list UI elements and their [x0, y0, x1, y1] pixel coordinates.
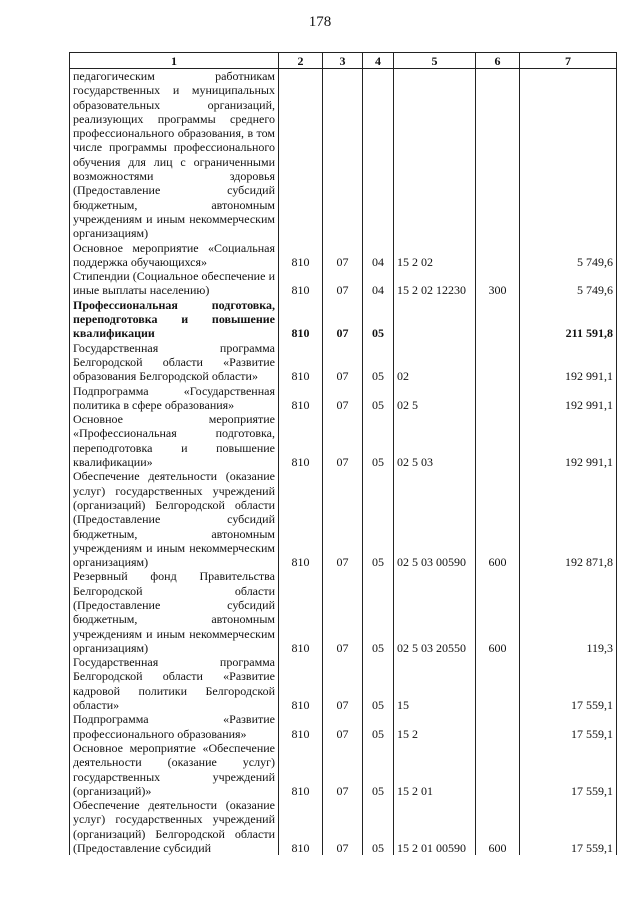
table-row — [70, 241, 617, 270]
amount: 17 559,1 — [520, 712, 617, 741]
table-row — [70, 384, 617, 413]
expense-type-code — [476, 712, 520, 741]
target-article-code — [394, 298, 476, 341]
row-name: Основное мероприятие «Профессиональная подготовка, переподготовка и повышение квалификации» — [70, 412, 279, 469]
section-code: 07 — [323, 712, 363, 741]
amount: 192 991,1 — [520, 412, 617, 469]
section-code: 07 — [323, 741, 363, 798]
subsection-code: 05 — [363, 412, 394, 469]
table-row — [70, 298, 617, 341]
column-header: 3 — [323, 53, 363, 69]
amount — [520, 69, 617, 241]
table-row — [70, 655, 617, 712]
column-header: 1 — [70, 53, 279, 69]
section-code: 07 — [323, 298, 363, 341]
subsection-code: 04 — [363, 269, 394, 298]
subsection-code: 05 — [363, 569, 394, 655]
target-article-code: 15 2 02 12230 — [394, 269, 476, 298]
table-row — [70, 469, 617, 569]
column-header: 7 — [520, 53, 617, 69]
table-row — [70, 741, 617, 798]
target-article-code: 15 2 01 00590 — [394, 798, 476, 855]
subsection-code: 05 — [363, 341, 394, 384]
row-name: Государственная программа Белгородской области «Развитие кадровой политики Белгородской области» — [70, 655, 279, 712]
expense-type-code: 300 — [476, 269, 520, 298]
column-header: 2 — [279, 53, 323, 69]
section-code: 07 — [323, 798, 363, 855]
section-code: 07 — [323, 241, 363, 270]
amount: 5 749,6 — [520, 241, 617, 270]
ministry-code: 810 — [279, 469, 323, 569]
subsection-code: 05 — [363, 655, 394, 712]
ministry-code: 810 — [279, 569, 323, 655]
section-code: 07 — [323, 341, 363, 384]
row-name: Подпрограмма «Государственная политика в сфере образования» — [70, 384, 279, 413]
table-header-row — [70, 53, 617, 69]
target-article-code: 02 5 03 00590 — [394, 469, 476, 569]
amount: 119,3 — [520, 569, 617, 655]
column-header: 4 — [363, 53, 394, 69]
table-row — [70, 569, 617, 655]
column-header: 6 — [476, 53, 520, 69]
row-name: педагогическим работникам государственных и муниципальных образовательных организаций, реализующих программы среднего профессионального образования, в том числе программы профессионального обучения для лиц с ограниченными возможностями здоровья (Предоставление субсидий бюджетным, автономным учреждениям и иным некоммерческим организациям) — [70, 69, 279, 241]
section-code: 07 — [323, 569, 363, 655]
section-code: 07 — [323, 269, 363, 298]
column-header: 5 — [394, 53, 476, 69]
subsection-code: 05 — [363, 712, 394, 741]
subsection-code: 05 — [363, 741, 394, 798]
expense-type-code — [476, 241, 520, 270]
target-article-code: 02 — [394, 341, 476, 384]
subsection-code: 05 — [363, 384, 394, 413]
section-code: 07 — [323, 412, 363, 469]
expense-type-code — [476, 341, 520, 384]
section-code — [323, 69, 363, 241]
target-article-code: 15 2 — [394, 712, 476, 741]
target-article-code — [394, 69, 476, 241]
expense-type-code: 600 — [476, 798, 520, 855]
expense-type-code — [476, 412, 520, 469]
amount: 17 559,1 — [520, 798, 617, 855]
table-row — [70, 412, 617, 469]
ministry-code: 810 — [279, 384, 323, 413]
row-name: Подпрограмма «Развитие профессионального образования» — [70, 712, 279, 741]
target-article-code: 02 5 03 — [394, 412, 476, 469]
subsection-code: 04 — [363, 241, 394, 270]
row-name: Профессиональная подготовка, переподготовка и повышение квалификации — [70, 298, 279, 341]
ministry-code: 810 — [279, 412, 323, 469]
expense-type-code — [476, 384, 520, 413]
ministry-code: 810 — [279, 655, 323, 712]
ministry-code: 810 — [279, 341, 323, 384]
ministry-code: 810 — [279, 298, 323, 341]
target-article-code: 15 — [394, 655, 476, 712]
ministry-code: 810 — [279, 798, 323, 855]
subsection-code — [363, 69, 394, 241]
amount: 192 991,1 — [520, 384, 617, 413]
table-row — [70, 798, 617, 855]
amount: 17 559,1 — [520, 741, 617, 798]
ministry-code: 810 — [279, 269, 323, 298]
table-row — [70, 712, 617, 741]
row-name: Основное мероприятие «Социальная поддержка обучающихся» — [70, 241, 279, 270]
ministry-code: 810 — [279, 241, 323, 270]
section-code: 07 — [323, 469, 363, 569]
ministry-code — [279, 69, 323, 241]
row-name: Обеспечение деятельности (оказание услуг) государственных учреждений (организаций) Белгородской области (Предоставление субсидий бюджетным, автономным учреждениям и иным некоммерческим организациям) — [70, 469, 279, 569]
ministry-code: 810 — [279, 741, 323, 798]
target-article-code: 02 5 03 20550 — [394, 569, 476, 655]
expense-type-code — [476, 655, 520, 712]
expense-type-code — [476, 298, 520, 341]
page-number: 178 — [308, 14, 332, 30]
expense-type-code: 600 — [476, 569, 520, 655]
row-name: Резервный фонд Правительства Белгородской области (Предоставление субсидий бюджетным, автономным учреждениям и иным некоммерческим организациям) — [70, 569, 279, 655]
row-name: Государственная программа Белгородской области «Развитие образования Белгородской области» — [70, 341, 279, 384]
amount: 211 591,8 — [520, 298, 617, 341]
table-row — [70, 341, 617, 384]
amount: 5 749,6 — [520, 269, 617, 298]
row-name: Стипендии (Социальное обеспечение и иные выплаты населению) — [70, 269, 279, 298]
target-article-code: 15 2 02 — [394, 241, 476, 270]
expense-type-code — [476, 741, 520, 798]
amount: 192 991,1 — [520, 341, 617, 384]
expense-type-code — [476, 69, 520, 241]
row-name: Основное мероприятие «Обеспечение деятельности (оказание услуг) государственных учреждений (организаций)» — [70, 741, 279, 798]
ministry-code: 810 — [279, 712, 323, 741]
amount: 17 559,1 — [520, 655, 617, 712]
table-row — [70, 269, 617, 298]
row-name: Обеспечение деятельности (оказание услуг) государственных учреждений (организаций) Белгородской области (Предоставление субсидий — [70, 798, 279, 855]
section-code: 07 — [323, 655, 363, 712]
target-article-code: 15 2 01 — [394, 741, 476, 798]
amount: 192 871,8 — [520, 469, 617, 569]
subsection-code: 05 — [363, 798, 394, 855]
target-article-code: 02 5 — [394, 384, 476, 413]
table-row — [70, 69, 617, 241]
subsection-code: 05 — [363, 298, 394, 341]
subsection-code: 05 — [363, 469, 394, 569]
expense-type-code: 600 — [476, 469, 520, 569]
section-code: 07 — [323, 384, 363, 413]
budget-table — [69, 52, 617, 855]
